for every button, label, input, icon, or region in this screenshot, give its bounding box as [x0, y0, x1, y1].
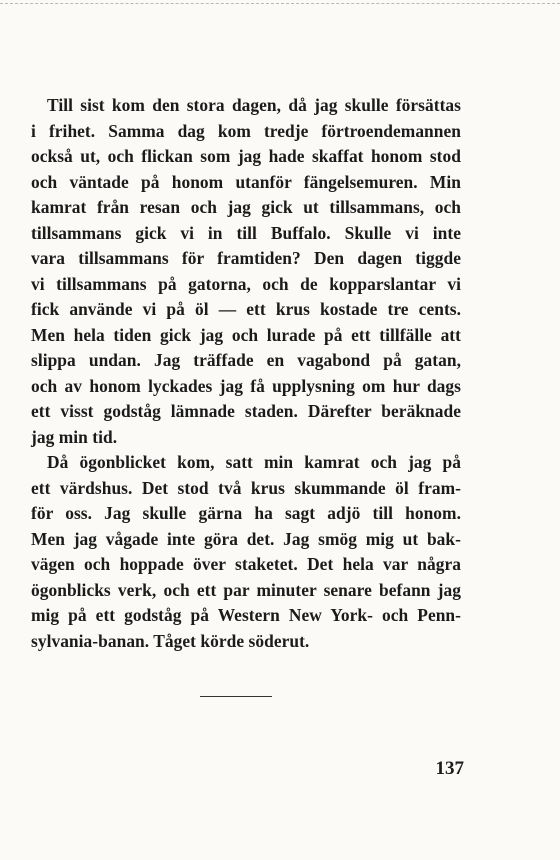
text-line: mig på ett godståg på Western New York- och Penn-	[31, 605, 461, 625]
text-line: sylvania-banan. Tåget körde söderut.	[31, 630, 310, 651]
text-line: vi tillsammans på gatorna, och de kopparslantar vi	[31, 273, 461, 294]
body-text	[31, 93, 461, 654]
text-line: i frihet. Samma dag kom tredje förtroendemannen	[31, 120, 461, 141]
text-line: vägen och hoppade över staketet. Det hela var några	[31, 554, 461, 574]
text-line: slippa undan. Jag träffade en vagabond på gatan,	[31, 350, 461, 370]
text-line: också ut, och flickan som jag hade skaffat honom stod	[31, 146, 461, 166]
page-number: 137	[435, 758, 464, 779]
top-edge-rule	[0, 3, 560, 4]
section-divider	[200, 696, 272, 697]
paragraph-1	[31, 93, 461, 450]
text-line: Men hela tiden gick jag och lurade på ett tillfälle att	[31, 324, 461, 345]
text-line: Till sist kom den stora dagen, då jag skulle försättas	[47, 95, 461, 115]
text-line: vara tillsammans för framtiden? Den dagen tiggde	[31, 248, 461, 268]
text-line: och av honom lyckades jag få upplysning om hur dags	[31, 375, 461, 396]
text-line: Men jag vågade inte göra det. Jag smög mig ut bak-	[31, 528, 461, 549]
text-line: ett visst godståg lämnade staden. Därefter beräknade	[31, 401, 461, 421]
text-line: fick använde vi på öl — ett krus kostade tre cents.	[31, 299, 461, 319]
text-line: tillsammans gick vi in till Buffalo. Skulle vi inte	[31, 222, 461, 243]
text-line: jag min tid.	[31, 426, 118, 447]
text-line: för oss. Jag skulle gärna ha sagt adjö till honom.	[31, 503, 461, 523]
text-line: ett värdshus. Det stod två krus skummande öl fram-	[31, 477, 461, 498]
text-line: kamrat från resan och jag gick ut tillsammans, och	[31, 197, 461, 217]
text-line: och väntade på honom utanför fängelsemuren. Min	[31, 171, 461, 192]
text-line: Då ögonblicket kom, satt min kamrat och jag på	[47, 452, 461, 472]
paragraph-2	[31, 450, 461, 654]
text-line: ögonblicks verk, och ett par minuter senare befann jag	[31, 579, 461, 600]
